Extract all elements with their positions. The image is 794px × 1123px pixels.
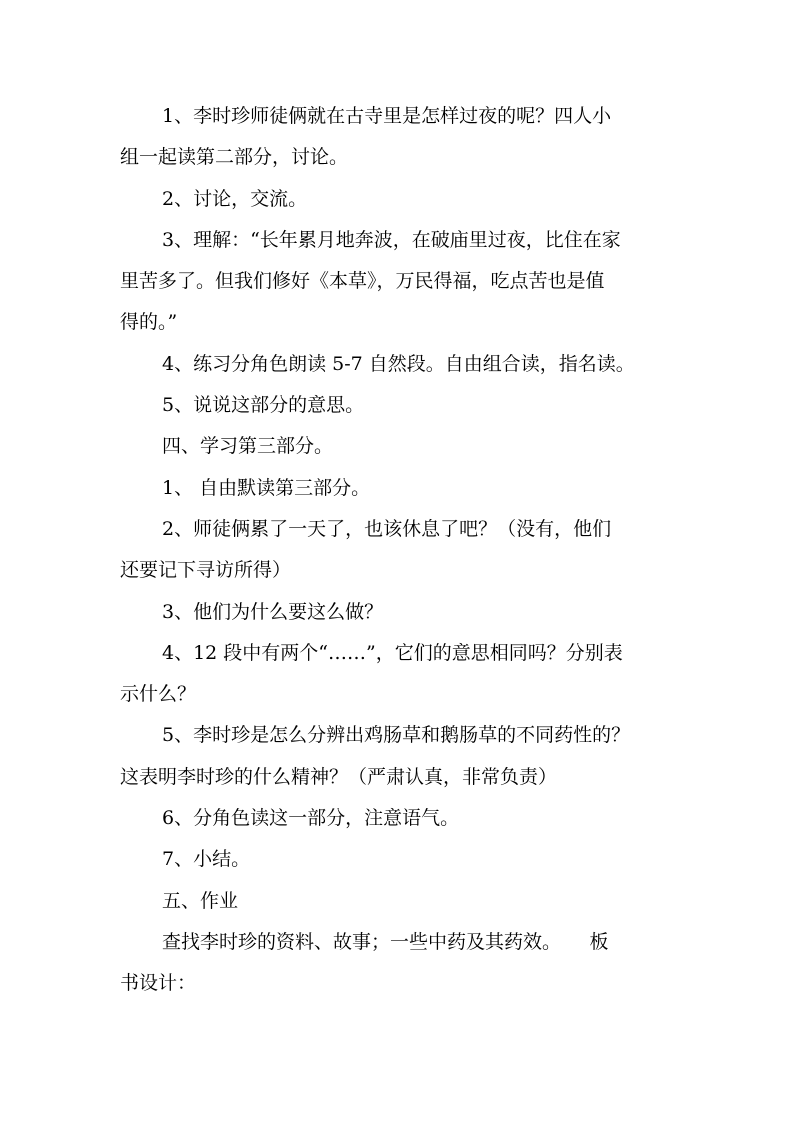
paragraph-line: 3、他们为什么要这么做？: [162, 600, 384, 623]
paragraph-line: 得的。”: [120, 311, 178, 334]
paragraph-line: 4、12 段中有两个“……”，它们的意思相同吗？分别表: [162, 641, 623, 664]
paragraph-line: 里苦多了。但我们修好《本草》，万民得福，吃点苦也是值: [120, 270, 605, 293]
paragraph-line: 7、小结。: [162, 848, 251, 871]
section-heading: 四、学习第三部分。: [162, 435, 334, 458]
paragraph-line: 1、李时珍师徒俩就在古寺里是怎样过夜的呢？四人小: [162, 105, 612, 127]
paragraph-line: 组一起读第二部分，讨论。: [120, 146, 349, 169]
paragraph-line: 这表明李时珍的什么精神？（严肃认真，非常负责）: [120, 765, 558, 788]
paragraph-line: 3、理解：“长年累月地奔波，在破庙里过夜，比住在家: [162, 228, 621, 251]
section-heading: 五、作业: [162, 889, 239, 912]
paragraph-line: 示什么？: [120, 683, 197, 706]
paragraph-line: 书设计：: [120, 972, 197, 995]
paragraph-line: 6、分角色读这一部分，注意语气。: [162, 807, 460, 830]
paragraph-line: 4、练习分角色朗读 5-7 自然段。自由组合读，指名读。: [162, 352, 635, 375]
paragraph-line: 5、说说这部分的意思。: [162, 394, 365, 417]
paragraph-line: 查找李时珍的资料、故事；一些中药及其药效。 板: [162, 930, 609, 953]
paragraph-line: 5、李时珍是怎么分辨出鸡肠草和鹅肠草的不同药性的？: [162, 724, 631, 747]
paragraph-line: 2、讨论，交流。: [162, 187, 308, 210]
document-body: [120, 96, 680, 1005]
paragraph-line: 1、 自由默读第三部分。: [162, 476, 371, 499]
paragraph-line: 还要记下寻访所得）: [120, 559, 292, 582]
paragraph-line: 2、师徒俩累了一天了，也该休息了吧？（没有，他们: [162, 517, 612, 540]
